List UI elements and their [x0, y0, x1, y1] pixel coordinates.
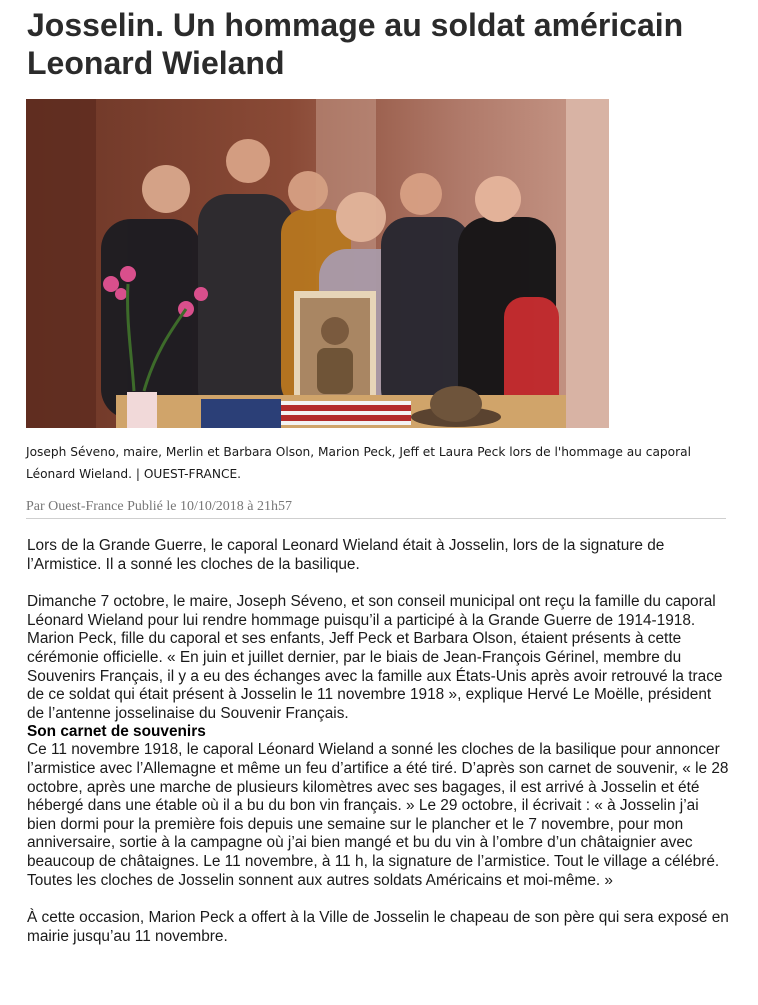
article-paragraph: Lors de la Grande Guerre, le caporal Leonard Wieland était à Josselin, lors de la signature de l’Armistice. Il a sonné les cloches de la basilique.	[27, 537, 665, 573]
article-paragraph: Dimanche 7 octobre, le maire, Joseph Séveno, et son conseil municipal ont reçu la famille du caporal Léonard Wieland pour lui rendre hommage puisqu’il a participé à la Grande Guerre de 1914-1918. Marion Peck, fille du caporal et ses enfants, Jeff Peck et Barbara Olson, étaient présents à cette cérémonie officielle. « En juin et juillet dernier, par le biais de Jean-François Gérinel, membre du Souvenirs Français, il y a eu des échanges avec la famille aux États-Unis après avoir retrouvé la trace de ce soldat qui était présent à Josselin le 11 novembre 1918 », explique Hervé Le Moëlle, président de l’antenne josselinaise du Souvenir Français.	[27, 593, 723, 722]
article-photo	[26, 99, 609, 428]
photo-caption: Joseph Séveno, maire, Merlin et Barbara Olson, Marion Peck, Jeff et Laura Peck lors de l'hommage au caporal Léonard Wieland. | OUEST-FRANCE.	[26, 445, 691, 481]
article-title: Josselin. Un hommage au soldat américain Leonard Wieland	[27, 7, 684, 81]
article-byline: Par Ouest-France Publié le 10/10/2018 à 21h57	[26, 499, 726, 519]
article-paragraph: À cette occasion, Marion Peck a offert à la Ville de Josselin le chapeau de son père qui sera exposé en mairie jusqu’au 11 novembre.	[27, 909, 729, 945]
section-heading: Son carnet de souvenirs	[27, 723, 206, 741]
group-photo-illustration	[26, 99, 609, 428]
article-paragraph: Ce 11 novembre 1918, le caporal Léonard Wieland a sonné les cloches de la basilique pour annoncer l’armistice avec l’Allemagne et même un feu d’artifice a été tiré. D’après son carnet de souvenir, « le 28 octobre, après une marche de plusieurs kilomètres avec ses bagages, il est arrivé à Josselin et été hébergé dans une étable où il a bu du bon vin français. » Le 29 octobre, il écrivait : « à Josselin j’ai bien dormi pour la première fois depuis une semaine sur le plancher et le 7 novembre, pour mon anniversaire, sortie à la campagne où j’ai bien mangé et bu du vin à l’ombre d’un châtaignier avec beaucoup de châtaignes. Le 11 novembre, à 11 h, la signature de l’armistice. Tout le village a célébré. Toutes les cloches de Josselin sonnent aux autres soldats Américains et moi-même. »	[27, 741, 729, 889]
article-body	[27, 537, 731, 946]
